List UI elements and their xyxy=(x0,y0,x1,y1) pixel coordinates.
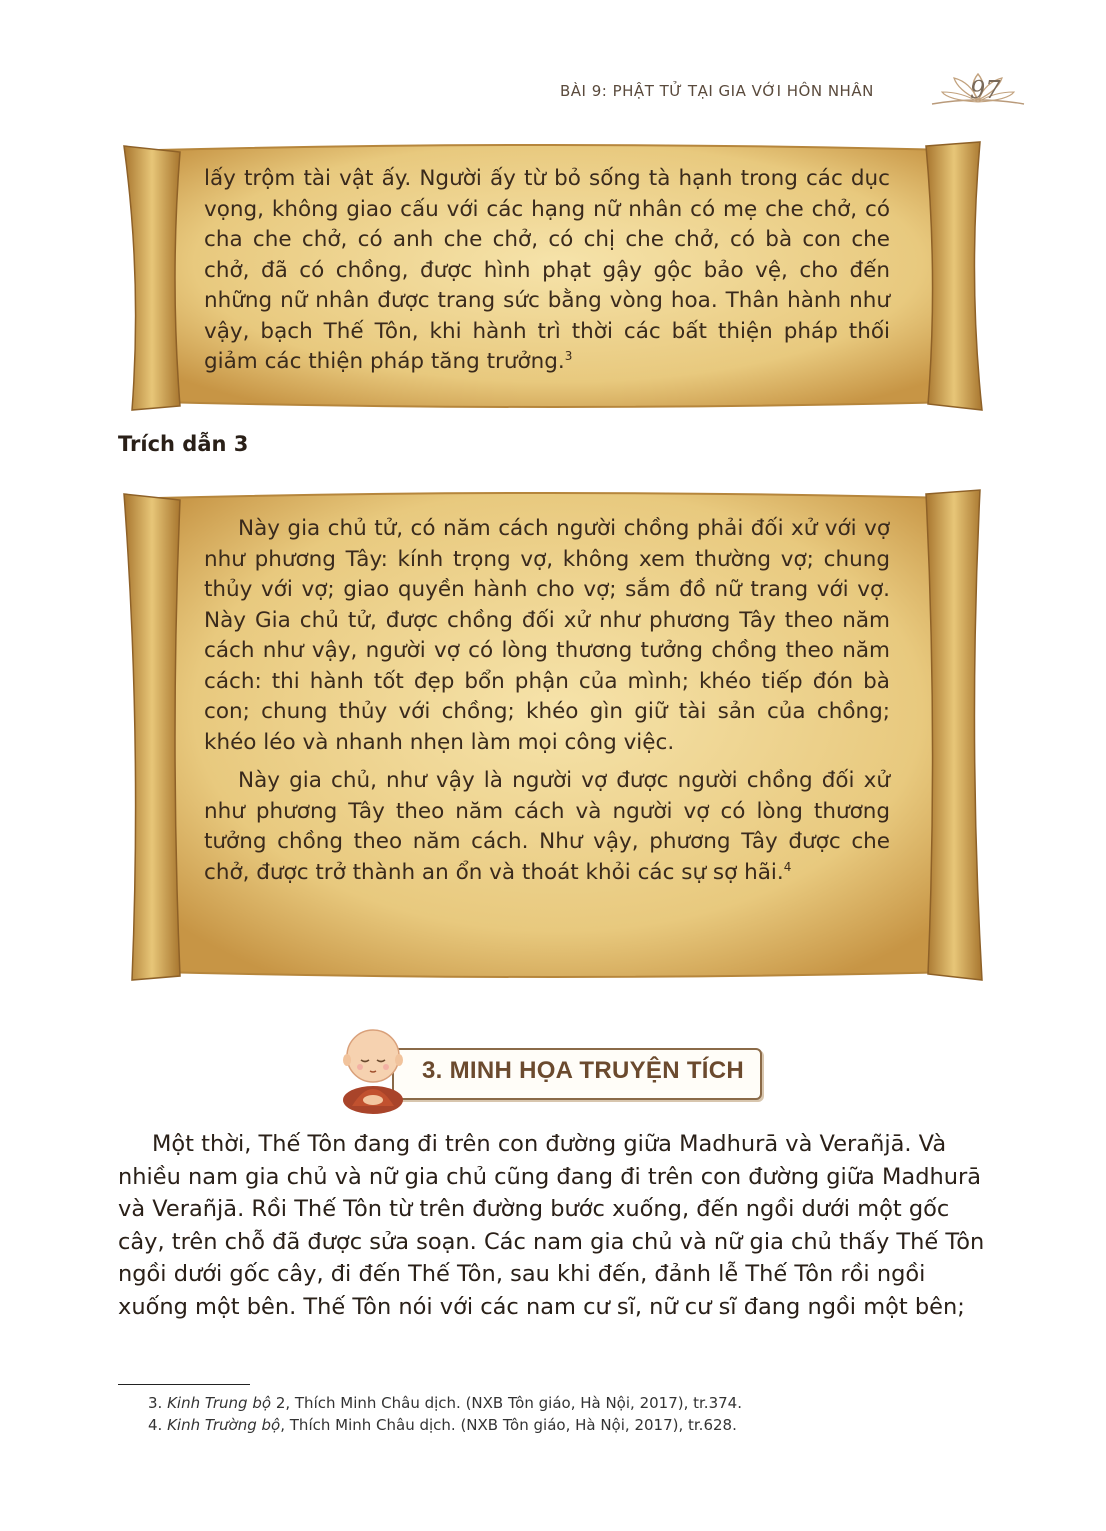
footnote-number: 4. xyxy=(148,1416,163,1434)
quote-scroll-2 xyxy=(118,486,988,984)
story-paragraph: Một thời, Thế Tôn đang đi trên con đường giữa Madhurā và Verañjā. Và nhiều nam gia chủ và nữ gia chủ cũng đang đi trên con đường giữa Madhurā và Verañjā. Rồi Thế Tôn từ trên đường bước xuống, đến ngồi dưới một gốc cây, trên chỗ đã được sửa soạn. Các nam gia chủ và nữ gia chủ thấy Thế Tôn ngồi dưới gốc cây, đi đến Thế Tôn, sau khi đến, đảnh lễ Thế Tôn rồi ngồi xuống một bên. Thế Tôn nói với các nam cư sĩ, nữ cư sĩ đang ngồi một bên; xyxy=(118,1131,985,1320)
quote-1-paragraph: lấy trộm tài vật ấy. Người ấy từ bỏ sống tà hạnh trong các dục vọng, không giao cấu với các hạng nữ nhân có mẹ che chở, có cha che chở, có anh che chở, có chị che chở, có bà con che chở, đã có chồng, được hình phạt gậy gộc bảo vệ, cho đến những nữ nhân được trang sức bằng vòng hoa. Thân hành như vậy, bạch Thế Tôn, khi hành trì thời các bất thiện pháp thối giảm các thiện pháp tăng trưởng. xyxy=(204,166,890,374)
section-badge xyxy=(330,1022,770,1118)
footnote-3 xyxy=(148,1392,742,1414)
footnote-citation: 2, Thích Minh Châu dịch. (NXB Tôn giáo, Hà Nội, 2017), tr.374. xyxy=(271,1394,742,1412)
chapter-title: BÀI 9: PHẬT TỬ TẠI GIA VỚI HÔN NHÂN xyxy=(560,82,874,100)
page-number: 97 xyxy=(970,76,1001,104)
footnotes xyxy=(148,1392,742,1436)
footnote-number: 3. xyxy=(148,1394,163,1412)
story-text xyxy=(118,1128,988,1323)
footnote-citation: , Thích Minh Châu dịch. (NXB Tôn giáo, Hà Nội, 2017), tr.628. xyxy=(280,1416,737,1434)
quote-1-text xyxy=(204,164,890,378)
page-header xyxy=(560,70,1060,116)
quote-heading: Trích dẫn 3 xyxy=(118,432,249,456)
footnote-divider xyxy=(118,1384,250,1385)
footnote-4 xyxy=(148,1414,742,1436)
footnote-ref-3[interactable]: 3 xyxy=(564,348,573,363)
monk-icon xyxy=(330,1022,416,1118)
quote-2-text xyxy=(204,514,890,888)
footnote-ref-4[interactable]: 4 xyxy=(783,859,792,874)
footnote-book-title: Kinh Trung bộ xyxy=(167,1394,272,1412)
quote-2-paragraph-1: Này gia chủ tử, có năm cách người chồng phải đối xử với vợ như phương Tây: kính trọng vợ, không xem thường vợ; chung thủy với vợ; giao quyền hành cho vợ; sắm đồ nữ trang với vợ. Này Gia chủ tử, được chồng đối xử như phương Tây theo năm cách như vậy, người vợ có lòng thương tưởng chồng theo năm cách: thi hành tốt đẹp bổn phận của mình; khéo tiếp đón bà con; chung thủy với chồng; khéo gìn giữ tài sản của chồng; khéo léo và nhanh nhẹn làm mọi công việc. xyxy=(204,516,890,755)
quote-scroll-1 xyxy=(118,138,988,414)
quote-2-paragraph-2: Này gia chủ, như vậy là người vợ được người chồng đối xử như phương Tây theo năm cách và người vợ có lòng thương tưởng chồng theo năm cách. Như vậy, phương Tây được che chở, được trở thành an ổn và thoát khỏi các sự sợ hãi. xyxy=(204,768,890,885)
section-title: 3. MINH HỌA TRUYỆN TÍCH xyxy=(422,1057,745,1084)
footnote-book-title: Kinh Trường bộ xyxy=(167,1416,281,1434)
